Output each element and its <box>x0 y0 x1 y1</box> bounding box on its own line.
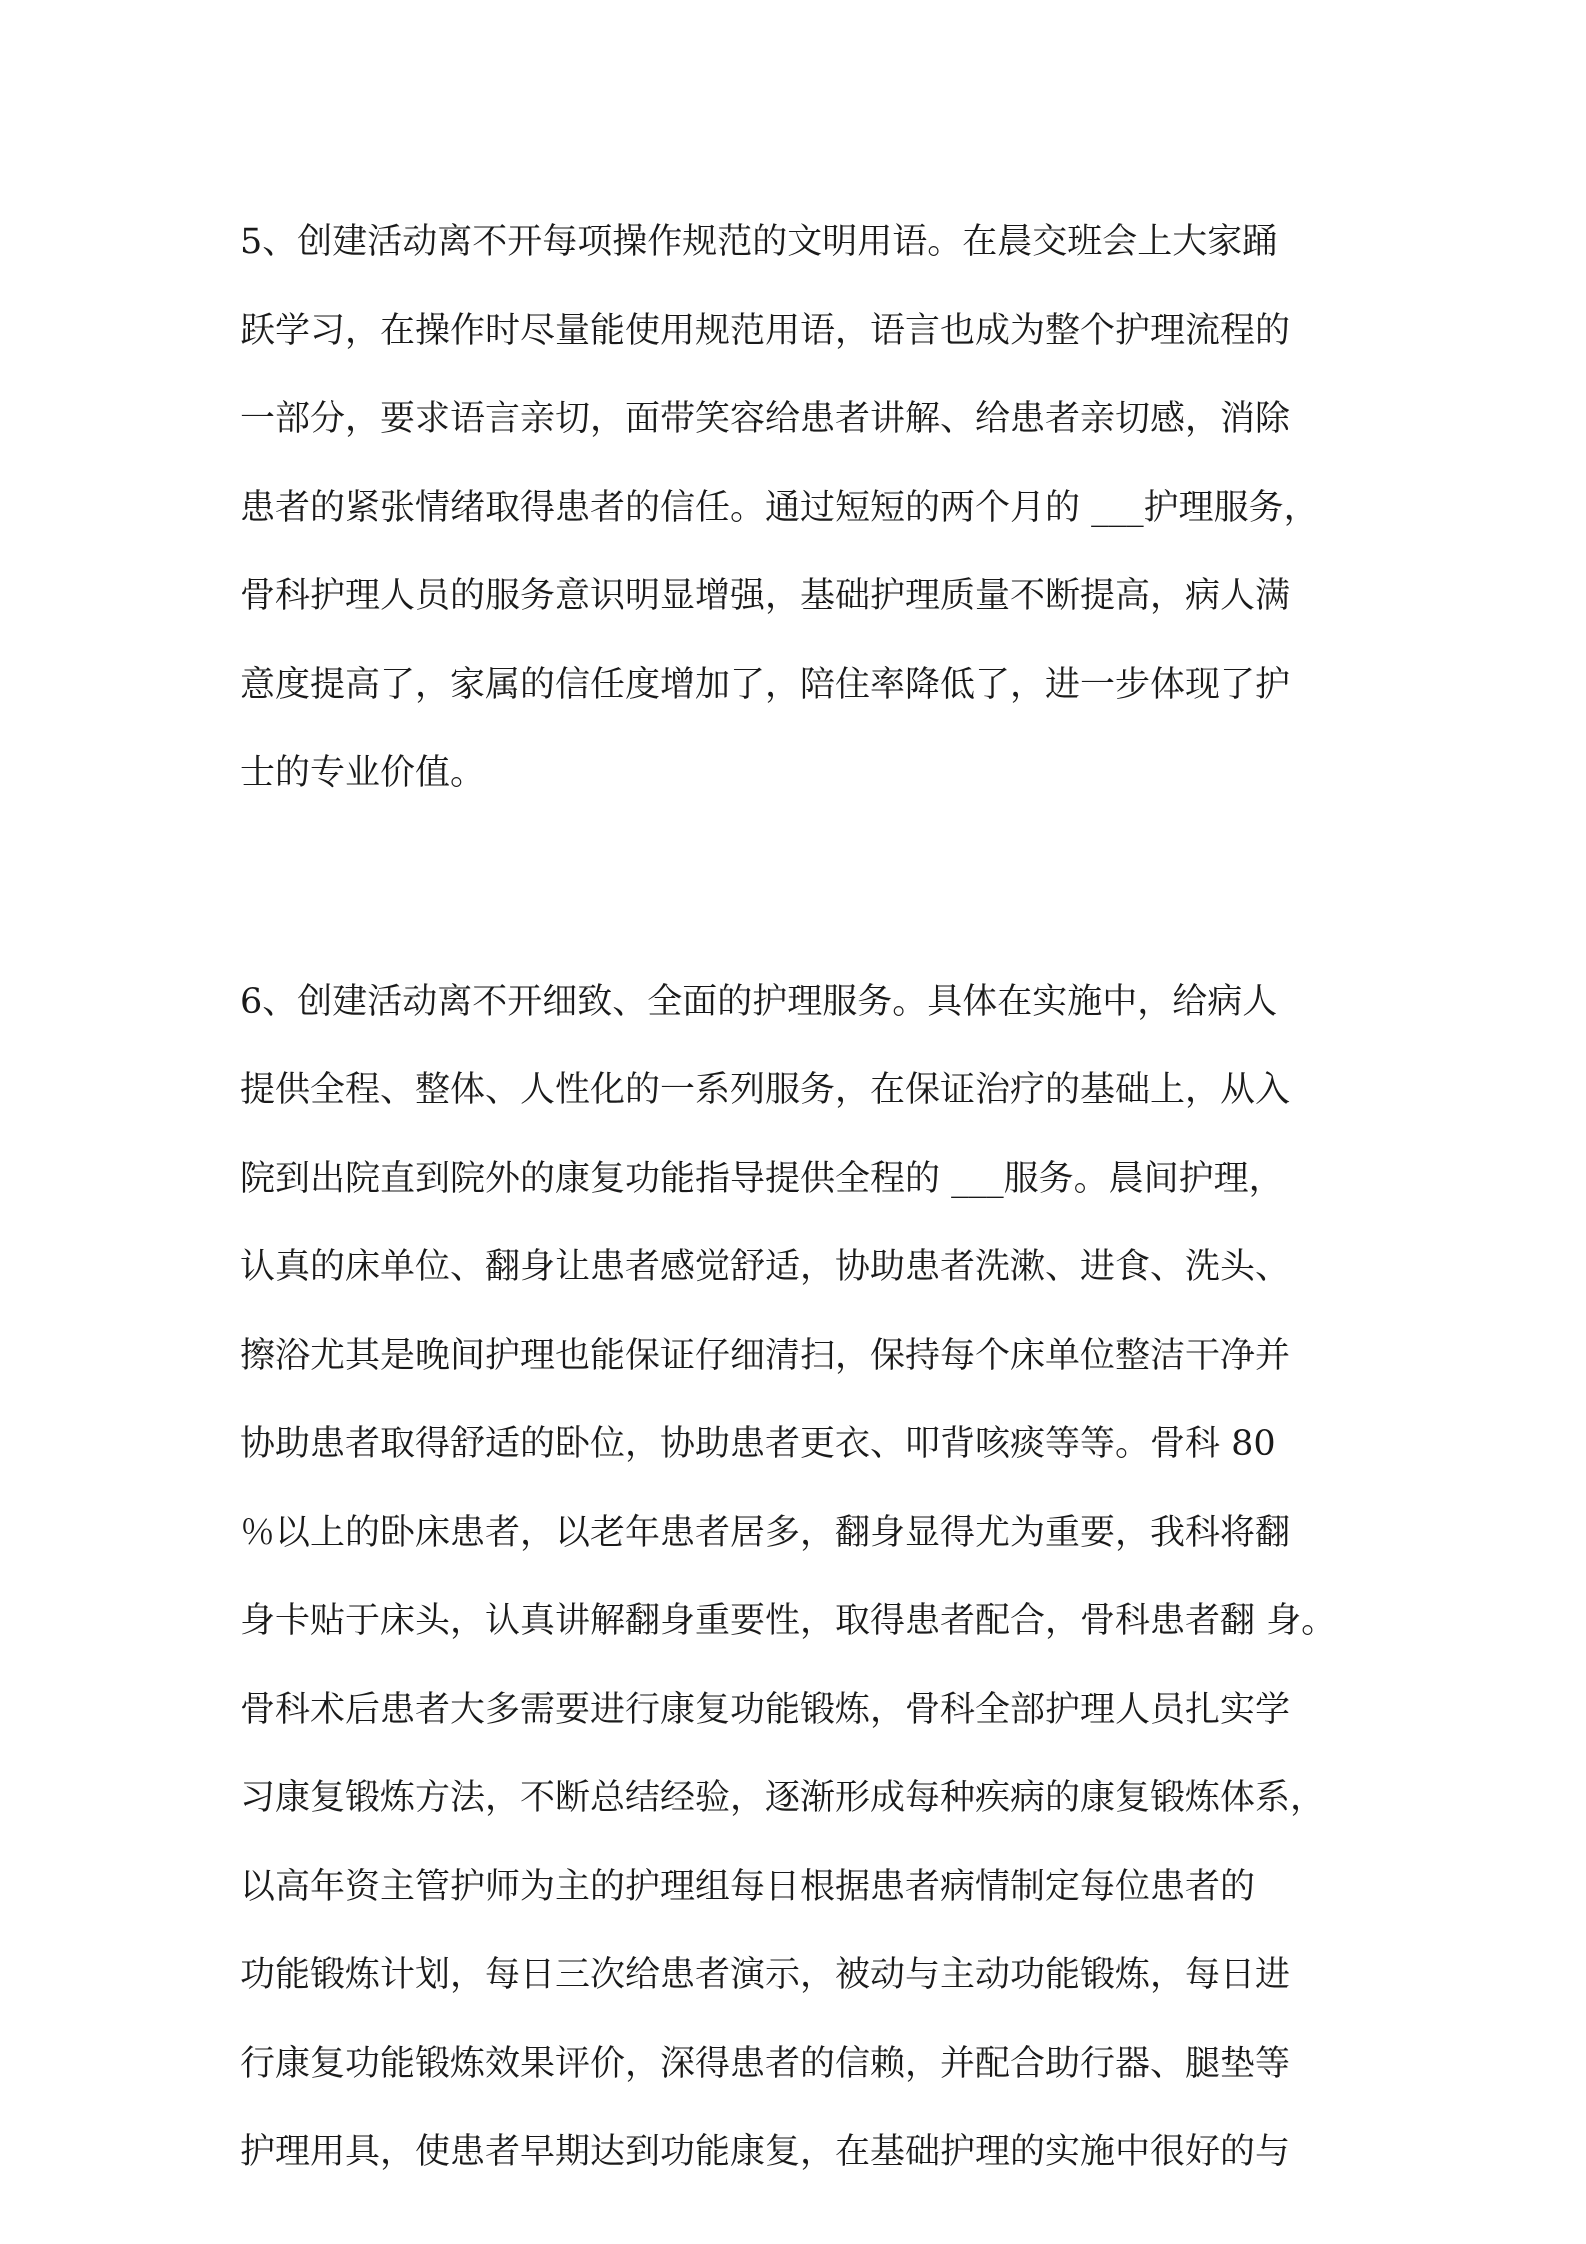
text-line: 院到出院直到院外的康复功能指导提供全程的 ___服务。晨间护理， <box>240 1158 1284 1199</box>
text-line: 协助患者取得舒适的卧位，协助患者更衣、叩背咳痰等等。骨科 80 <box>240 1424 1276 1464</box>
text-line: 意度提高了，家属的信任度增加了，陪住率降低了，进一步体现了护 <box>240 664 1291 705</box>
text-line: 士的专业价值。 <box>240 753 486 793</box>
text-line: 行康复功能锻炼效果评价，深得患者的信赖，并配合助行器、腿垫等 <box>240 2043 1291 2084</box>
text-line: 骨科术后患者大多需要进行康复功能锻炼，骨科全部护理人员扎实学 <box>240 1689 1291 1730</box>
text-line: 提供全程、整体、人性化的一系列服务，在保证治疗的基础上，从入 <box>240 1070 1291 1110</box>
text-line: 擦浴尤其是晚间护理也能保证仔细清扫，保持每个床单位整洁干净并 <box>240 1335 1291 1376</box>
document-body <box>240 198 1370 2197</box>
text-line: 以高年资主管护师为主的护理组每日根据患者病情制定每位患者的 <box>240 1866 1256 1907</box>
text-line: 护理用具，使患者早期达到功能康复，在基础护理的实施中很好的与 <box>240 2132 1291 2172</box>
text-line: 6、创建活动离不开细致、全面的护理服务。具体在实施中，给病人 <box>240 981 1278 1022</box>
text-line: 跃学习，在操作时尽量能使用规范用语，语言也成为整个护理流程的 <box>240 310 1291 351</box>
paragraph-5 <box>240 198 1370 818</box>
text-line: 功能锻炼计划，每日三次给患者演示，被动与主动功能锻炼，每日进 <box>240 1955 1291 1995</box>
text-line: ％以上的卧床患者，以老年患者居多，翻身显得尤为重要，我科将翻 <box>240 1512 1291 1553</box>
text-line: 患者的紧张情绪取得患者的信任。通过短短的两个月的 ___护理服务， <box>240 487 1319 528</box>
text-line: 认真的床单位、翻身让患者感觉舒适，协助患者洗漱、进食、洗头、 <box>240 1247 1291 1287</box>
text-line: 5、创建活动离不开每项操作规范的文明用语。在晨交班会上大家踊 <box>240 222 1278 262</box>
text-line: 骨科护理人员的服务意识明显增强，基础护理质量不断提高，病人满 <box>240 576 1291 616</box>
text-line: 习康复锻炼方法，不断总结经验，逐渐形成每种疾病的康复锻炼体系， <box>240 1778 1326 1818</box>
paragraph-6 <box>240 958 1370 2197</box>
text-line: 身卡贴于床头，认真讲解翻身重要性，取得患者配合，骨科患者翻 身。 <box>240 1601 1337 1641</box>
text-line: 一部分，要求语言亲切，面带笑容给患者讲解、给患者亲切感，消除 <box>240 399 1291 439</box>
